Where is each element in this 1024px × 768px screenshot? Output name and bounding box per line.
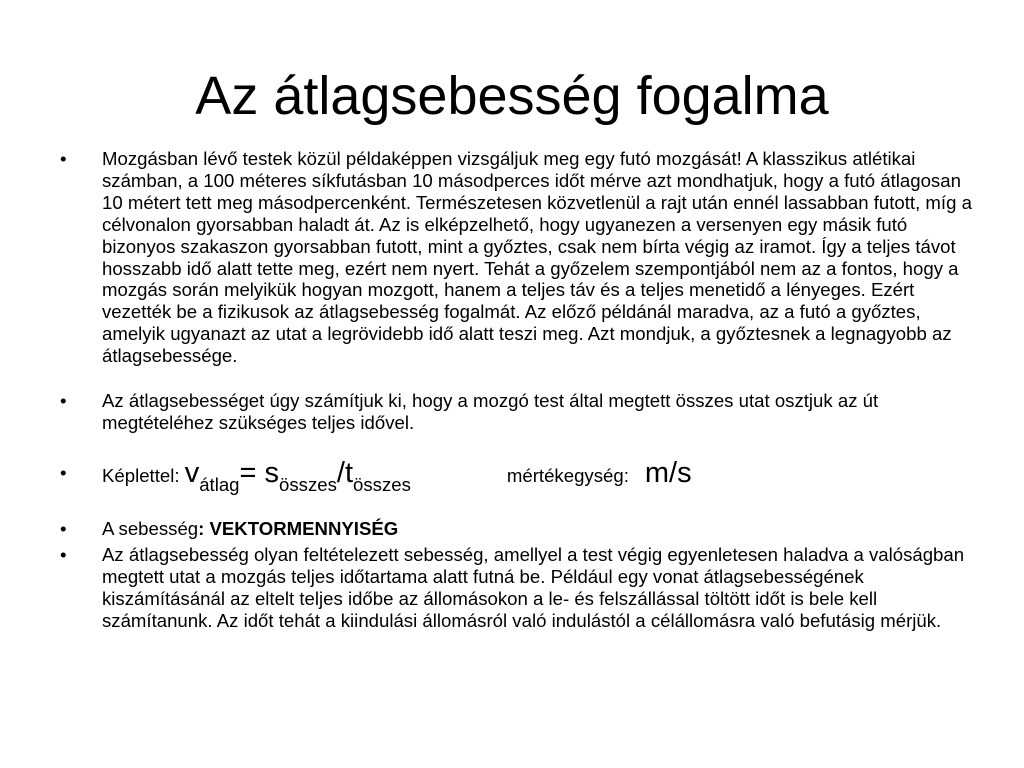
vector-prefix: A sebesség [102, 517, 199, 539]
formula-v-subscript: átlag [199, 473, 240, 495]
formula-s-subscript: összes [279, 473, 337, 495]
vector-emphasis: : VEKTORMENNYISÉG [198, 517, 399, 539]
bullet-marker: • [60, 543, 67, 565]
bullet-formula [56, 456, 976, 498]
unit-value: m/s [644, 456, 692, 489]
definition-text: Az átlagsebességet úgy számítjuk ki, hogy a mozgó test által megtett összes utat osztjuk az út megtételéhez szükséges teljes idővel. [102, 390, 879, 433]
unit-label: mértékegység: [506, 464, 629, 486]
slide-title: Az átlagsebesség fogalma [195, 66, 829, 126]
formula-equals-s: = s [239, 456, 280, 489]
formula-v: v [184, 456, 200, 489]
bullet-marker: • [60, 461, 67, 483]
formula-slash-t: /t [336, 456, 354, 489]
bullet-list [56, 148, 976, 631]
intro-text: Mozgásban lévő testek közül példaképpen vizsgáljuk meg egy futó mozgását! A klasszikus atlétikai számban, a 100 méteres síkfutásban 10 másodperces időt mérve azt mondhatjuk, hogy a futó átlagosan 10 métert tett meg másodpercenként. Természetesen közvetlenül a rajt után ennél lassabban futott, míg a célvonalon gyorsabban haladt át. Az is elképzelhető, hogy ugyanezen a versenyen egy másik futó bizonyos szakaszon gyorsabban futott, mint a győztes, csak nem bírta végig az iramot. Így a teljes távot hosszabb idő alatt tette meg, ezért nem nyert. Tehát a győzelem szempontjából nem az a fontos, hogy a mozgás során melyikük hogyan mozgott, hanem a teljes táv és a teljes menetidő a lényeges. Ezért vezették be a fizikusok az átlagsebesség fogalmát. Az előző példánál maradva, az a futó a győztes, amelyik ugyanazt az utat a legrövidebb idő alatt teszi meg. Azt mondjuk, a győztesnek a legnagyobb az átlagsebessége. [102, 148, 972, 367]
bullet-marker: • [60, 517, 67, 539]
bullet-marker: • [60, 148, 67, 169]
bullet-hypothetical [56, 544, 976, 632]
formula-t-subscript: összes [353, 473, 411, 495]
bullet-marker: • [60, 390, 67, 412]
bullet-intro [56, 148, 976, 367]
formula-label: Képlettel: [102, 464, 180, 486]
bullet-vector [56, 518, 976, 540]
bullet-definition [56, 390, 976, 434]
hypothetical-text: Az átlagsebesség olyan feltételezett sebesség, amellyel a test végig egyenletesen haladva a valóságban megtett utat a mozgás teljes időtartama alatt futná be. Például egy vonat átlagsebességének kiszámításánál az eltelt teljes időbe az állomásokon a le- és felszállással töltött időt is bele kell számítanunk. Az időt tehát a kiindulási állomásról való indulástól a célállomásra való befutásig mérjük. [102, 543, 965, 631]
